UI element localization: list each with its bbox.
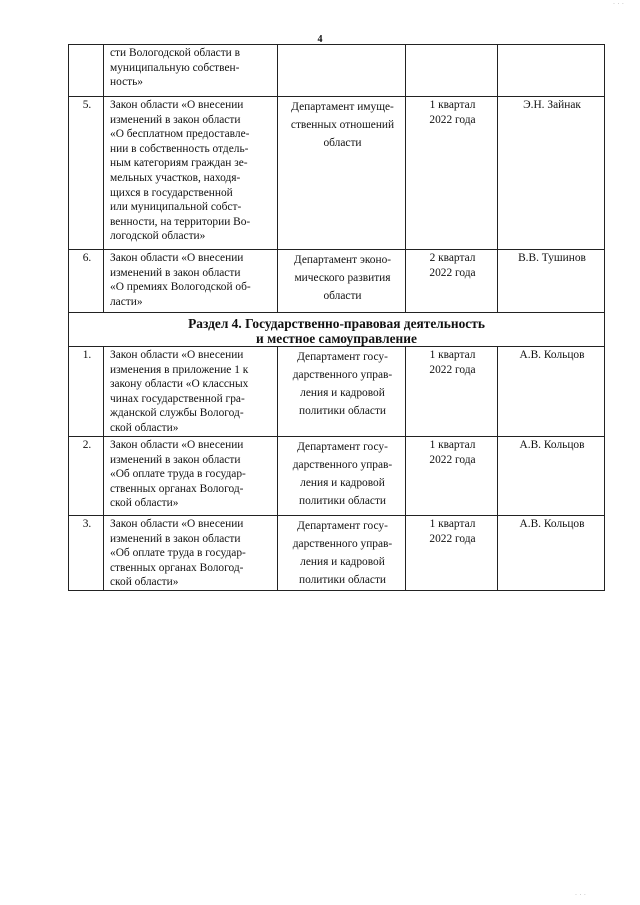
deadline [406,437,498,516]
corner-mark-bottom: · · · [574,891,586,899]
law-title [104,45,278,97]
cell-line: мельных участков, находя- [110,171,241,184]
cell-line: изменений в закон области [110,532,241,545]
cell-line: изменений в закон области [110,453,241,466]
cell-line: Закон области «О внесении [110,518,244,530]
section-title-line-2: и местное самоуправление [256,331,417,346]
cell-line: «Об оплате труда в государ- [110,468,246,481]
responsible-person: А.В. Кольцов [498,437,605,516]
cell-line: ласти» [110,295,143,308]
cell-line: ным категориям граждан зе- [110,157,248,170]
row-number [69,45,104,97]
responsible-department [278,45,406,97]
responsible-department [278,516,406,591]
law-title [104,250,278,313]
page-number: 4 [317,34,323,45]
cell-line: «Об оплате труда в государ- [110,547,246,560]
row-number: 3. [69,516,104,591]
cell-line: ской области» [110,421,179,434]
cell-line: 2022 года [429,453,476,466]
cell-line: области [323,290,362,302]
cell-line: изменений в закон области [110,113,241,126]
cell-line: 1 квартал [429,439,476,451]
cell-line: дарственного управ- [292,459,393,471]
cell-line: Департамент имуще- [291,101,394,113]
cell-line: Закон области «О внесении [110,349,244,361]
table-row [69,45,605,97]
deadline [406,516,498,591]
law-title [104,347,278,437]
deadline [406,347,498,437]
cell-line: Закон области «О внесении [110,252,244,264]
cell-line: 2022 года [429,113,476,126]
cell-line: 1 квартал [429,349,476,361]
cell-line: Департамент госу- [297,441,388,453]
cell-line: политики области [298,574,387,586]
row-number: 5. [69,97,104,250]
cell-line: ления и кадровой [300,387,385,399]
deadline [406,250,498,313]
cell-line: логодской области» [110,230,206,243]
cell-line: щихся в государственной [110,186,233,199]
cell-line: ственных органах Вологод- [110,561,244,574]
cell-line: венности, на территории Во- [110,215,251,228]
law-title [104,437,278,516]
table-row [69,97,605,250]
law-title [104,516,278,591]
cell-line: ской области» [110,497,179,510]
responsible-department [278,347,406,437]
cell-line: 1 квартал [429,99,476,111]
cell-line: сти Вологодской области в [110,47,241,59]
cell-line: Департамент госу- [297,520,388,532]
cell-line: муниципальную собствен- [110,61,240,74]
table-row [69,516,605,591]
cell-line: ской области» [110,576,179,589]
cell-line: области [323,137,362,149]
legislation-plan-table [68,44,605,591]
cell-line: Департамент эконо- [293,254,392,266]
cell-line: ственных органах Вологод- [110,482,244,495]
responsible-person: В.В. Тушинов [498,250,605,313]
responsible-person: А.В. Кольцов [498,347,605,437]
table-row [69,437,605,516]
deadline [406,45,498,97]
cell-line: политики области [298,495,387,507]
cell-line: ления и кадровой [300,556,385,568]
cell-line: или муниципальной собст- [110,201,242,214]
cell-line: изменений в закон области [110,266,241,279]
cell-line: изменения в приложение 1 к [110,363,249,376]
cell-line: закону области «О классных [110,378,249,391]
responsible-person [498,45,605,97]
section-header-row [69,313,605,347]
cell-line: 2 квартал [429,252,476,264]
cell-line: «О бесплатном предоставле- [110,128,250,141]
corner-mark-top: · · · [612,0,624,8]
responsible-department [278,437,406,516]
cell-line: 2022 года [429,266,476,279]
table-row [69,250,605,313]
cell-line: ность» [110,76,143,89]
cell-line: Департамент госу- [297,351,388,363]
cell-line: нии в собственность отдель- [110,142,249,155]
cell-line: политики области [298,405,387,417]
section-title [69,313,605,347]
responsible-department [278,97,406,250]
cell-line: 2022 года [429,363,476,376]
cell-line: 1 квартал [429,518,476,530]
responsible-person: А.В. Кольцов [498,516,605,591]
responsible-person: Э.Н. Зайнак [498,97,605,250]
table-body-top [69,45,605,313]
section-header-body [69,313,605,347]
cell-line: дарственного управ- [292,369,393,381]
cell-line: 2022 года [429,532,476,545]
cell-line: чинах государственной гра- [110,392,245,405]
cell-line: Закон области «О внесении [110,99,244,111]
cell-line: ственных отношений [290,119,395,131]
cell-line: дарственного управ- [292,538,393,550]
row-number: 6. [69,250,104,313]
section-title-line-1: Раздел 4. Государственно-правовая деятельность [188,316,485,331]
cell-line: мического развития [294,272,391,284]
table-row [69,347,605,437]
cell-line: ления и кадровой [300,477,385,489]
table-body-bottom [69,347,605,591]
row-number: 1. [69,347,104,437]
law-title [104,97,278,250]
cell-line: Закон области «О внесении [110,439,244,451]
cell-line: «О премиях Вологодской об- [110,281,251,294]
row-number: 2. [69,437,104,516]
deadline [406,97,498,250]
responsible-department [278,250,406,313]
cell-line: жданской службы Вологод- [110,407,244,420]
